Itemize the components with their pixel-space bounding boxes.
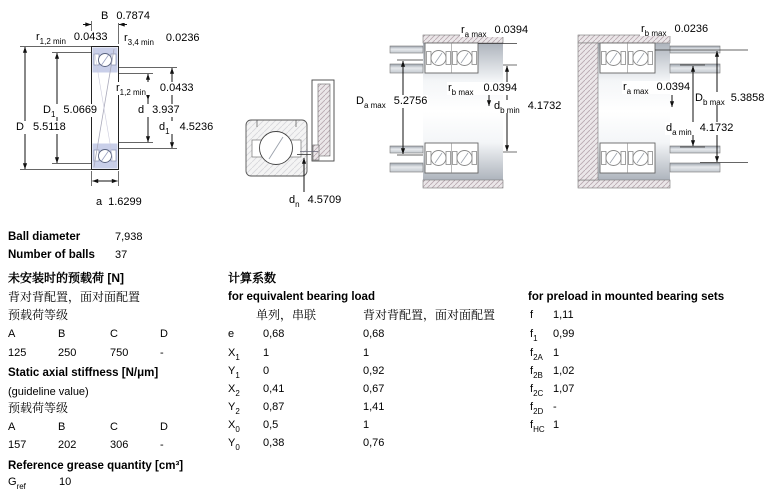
stiffness-class-label: 预载荷等级 [8, 401, 69, 415]
factor-value: 1,07 [553, 383, 575, 395]
preload-value-B: 250 [58, 347, 77, 359]
factor-sym: f [530, 309, 534, 321]
calc-row-v1: 0,41 [263, 383, 285, 395]
calc-row-v2: 1 [363, 347, 370, 359]
calc-row-v2: 0,68 [363, 328, 385, 340]
dim-D: D 5.5118 [16, 121, 66, 133]
calc-row-v2: 1,41 [363, 401, 385, 413]
calc-row-v1: 0 [263, 365, 270, 377]
stiffness-title: Static axial stiffness [N/μm] [8, 367, 159, 379]
factor-sym: $f_{2A}$ [530, 347, 543, 363]
factor-value: 0,99 [553, 328, 575, 340]
preload-header-B: B [58, 328, 66, 340]
ball-diameter-value: 7,938 [115, 231, 143, 243]
stiffness-value-B: 202 [58, 439, 77, 451]
factor-value: - [553, 401, 557, 413]
dim-rb-max-3: $r_{b max}$ 0.0394 [448, 82, 518, 98]
stiffness-value-D: - [160, 439, 164, 451]
dim-dn: $d_n$ 4.5709 [289, 194, 342, 210]
calc-row-sym: $Y_0$ [228, 437, 240, 453]
factor-value: 1,11 [553, 309, 574, 321]
stiffness-subtitle: (guideline value) [8, 386, 89, 398]
dim-r12-min-top: $r_{1,2 min}$ 0.0433 [36, 31, 108, 47]
factor-sym: $f_1$ [530, 328, 538, 344]
dim-Da-max: $D_{a max}$ 5.2756 [356, 95, 428, 111]
calc-row-v2: 0,67 [363, 383, 385, 395]
dim-d: d 3.937 [138, 104, 180, 116]
preload-header-D: D [160, 328, 168, 340]
calc-factors-title: 计算系数 [228, 271, 277, 285]
preload-header-C: C [110, 328, 118, 340]
drawing-bearing-with-spacer [246, 80, 334, 192]
preload-value-C: 750 [110, 347, 129, 359]
stiffness-header-C: C [110, 421, 118, 433]
calc-row-v2: 0,76 [363, 437, 385, 449]
stiffness-value-C: 306 [110, 439, 129, 451]
dim-r34-min: $r_{3,4 min}$ 0.0236 [124, 32, 200, 48]
dim-B: B 0.7874 [101, 10, 150, 22]
preload-class-label: 预载荷等级 [8, 308, 69, 322]
preload-value-D: - [160, 347, 164, 359]
calc-row-v2: 1 [363, 419, 370, 431]
calc-row-sym: e [228, 328, 235, 340]
ball-diameter-label: Ball diameter [8, 231, 81, 243]
preload-unmounted-subtitle: 背对背配置，面对面配置 [8, 290, 141, 304]
calc-row-sym: $X_1$ [228, 347, 240, 363]
factor-sym: $f_{HC}$ [530, 419, 545, 435]
stiffness-header-D: D [160, 421, 168, 433]
calc-row-v1: 1 [263, 347, 270, 359]
preload-value-A: 125 [8, 347, 27, 359]
factor-sym: $f_{2D}$ [530, 401, 544, 417]
calc-row-sym: $X_0$ [228, 419, 240, 435]
factor-value: 1,02 [553, 365, 575, 377]
dim-ra-max-3: $r_{a max}$ 0.0394 [461, 24, 529, 40]
grease-value: 10 [59, 476, 72, 488]
calc-row-v1: 0,68 [263, 328, 285, 340]
dim-d1: $d_1$ 4.5236 [159, 121, 214, 137]
stiffness-header-A: A [8, 421, 16, 433]
calc-row-v2: 0,92 [363, 365, 385, 377]
calc-col2-header: 背对背配置，面对面配置 [363, 308, 496, 322]
factor-sym: $f_{2C}$ [530, 383, 544, 399]
number-of-balls-value: 37 [115, 249, 128, 261]
factor-value: 1 [553, 347, 560, 359]
factor-sym: $f_{2B}$ [530, 365, 543, 381]
grease-symbol: $G_{ref}$ [8, 476, 26, 492]
dim-ra-max-4: $r_{a max}$ 0.0394 [623, 81, 691, 97]
dim-r12-min-mid: $r_{1,2 min}$ 0.0433 [116, 82, 194, 98]
dim-Db-max: $D_{b max}$ 5.3858 [695, 92, 765, 108]
preload-factors-title: for preload in mounted bearing sets [528, 291, 725, 303]
dim-a: a 1.6299 [96, 196, 142, 208]
calc-row-sym: $Y_1$ [228, 365, 240, 381]
dim-da-min: $d_{a min}$ 4.1732 [666, 122, 734, 138]
calc-row-sym: $Y_2$ [228, 401, 240, 417]
calc-row-v1: 0,38 [263, 437, 285, 449]
preload-header-A: A [8, 328, 16, 340]
dim-db-min: $d_{b min}$ 4.1732 [494, 100, 562, 116]
grease-title: Reference grease quantity [cm³] [8, 460, 184, 472]
calc-row-v1: 0,87 [263, 401, 285, 413]
calc-factors-subtitle: for equivalent bearing load [228, 291, 375, 303]
stiffness-header-B: B [58, 421, 66, 433]
dim-D1: $D_1$ 5.0669 [43, 104, 98, 120]
stiffness-value-A: 157 [8, 439, 27, 451]
calc-col1-header: 单列，串联 [256, 308, 317, 322]
preload-unmounted-title: 未安装时的预载荷 [N] [8, 271, 124, 285]
factor-value: 1 [553, 419, 560, 431]
drawing-mounted-set-housing [578, 35, 748, 188]
number-of-balls-label: Number of balls [8, 249, 95, 261]
calc-row-sym: $X_2$ [228, 383, 240, 399]
calc-row-v1: 0,5 [263, 419, 279, 431]
dim-rb-max-4: $r_{b max}$ 0.0236 [641, 23, 709, 39]
